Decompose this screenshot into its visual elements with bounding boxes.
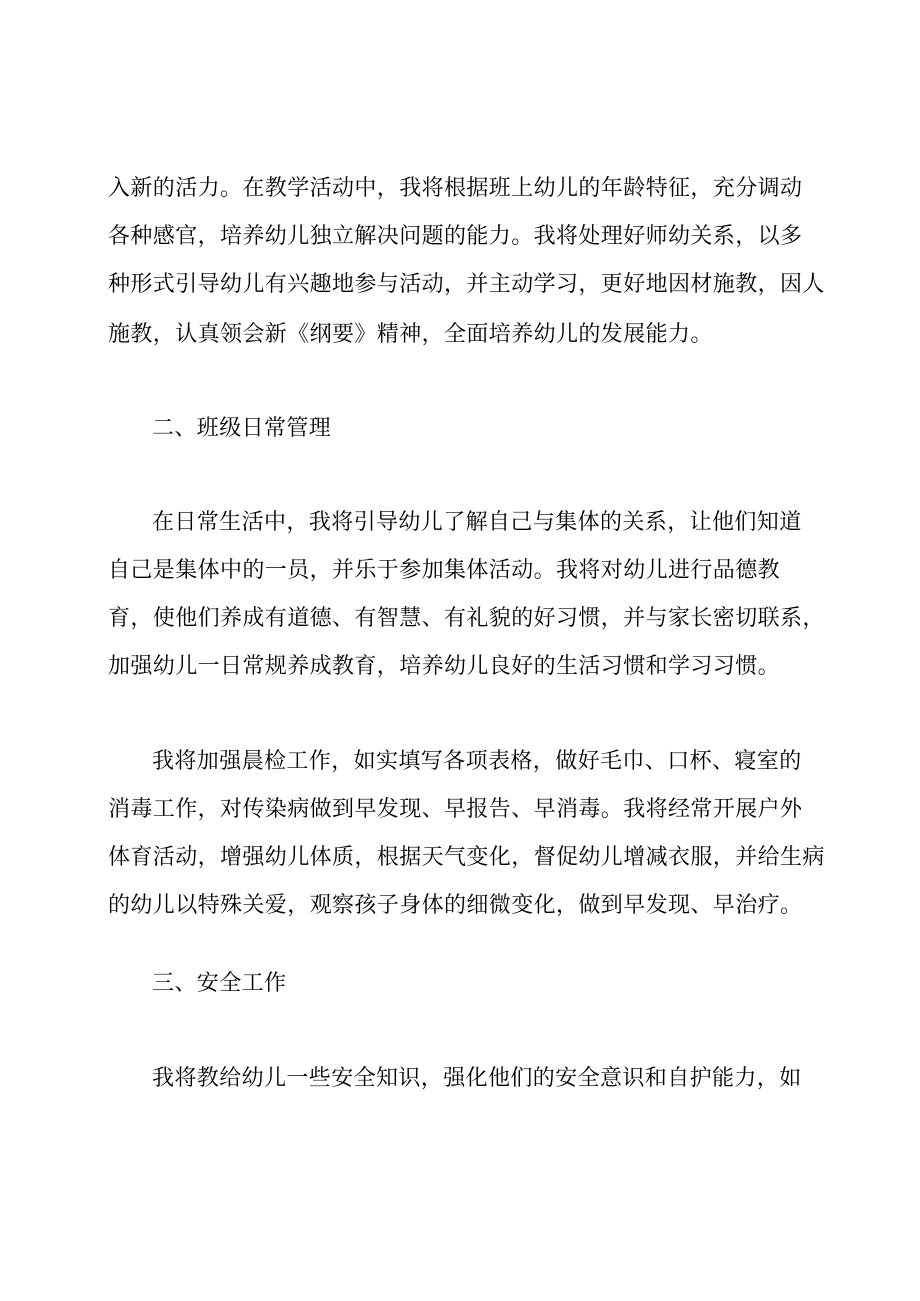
paragraph-4-line-1: 我将教给幼儿一些安全知识，强化他们的安全意识和自护能力，如 (152, 1066, 802, 1091)
paragraph-1-line-1: 入新的活力。在教学活动中，我将根据班上幼儿的年龄特征，充分调动 (108, 176, 803, 201)
paragraph-1-line-4: 施教，认真领会新《纲要》精神，全面培养幼儿的发展能力。 (108, 322, 713, 347)
paragraph-3-line-3: 体育活动，增强幼儿体质，根据天气变化，督促幼儿增减衣服，并给生病 (108, 845, 825, 870)
paragraph-2-line-1: 在日常生活中，我将引导幼儿了解自己与集体的关系，让他们知道 (152, 510, 802, 535)
paragraph-3-line-4: 的幼儿以特殊关爱，观察孩子身体的细微变化，做到早发现、早治疗。 (108, 893, 803, 918)
section-heading-3: 三、安全工作 (152, 971, 287, 996)
paragraph-3-line-1: 我将加强晨检工作，如实填写各项表格，做好毛巾、口杯、寝室的 (152, 749, 802, 774)
paragraph-2-line-4: 加强幼儿一日常规养成教育，培养幼儿良好的生活习惯和学习习惯。 (108, 654, 781, 679)
section-heading-2: 二、班级日常管理 (152, 416, 332, 441)
paragraph-1-line-2: 各种感官，培养幼儿独立解决问题的能力。我将处理好师幼关系，以多 (108, 224, 803, 249)
paragraph-1-line-3: 种形式引导幼儿有兴趣地参与活动，并主动学习，更好地因材施教，因人 (108, 272, 825, 297)
paragraph-2-line-2: 自己是集体中的一员，并乐于参加集体活动。我将对幼儿进行品德教 (108, 558, 781, 583)
paragraph-3-line-2: 消毒工作，对传染病做到早发现、早报告、早消毒。我将经常开展户外 (108, 797, 803, 822)
paragraph-2-line-3: 育，使他们养成有道德、有智慧、有礼貌的好习惯，并与家长密切联系， (108, 606, 825, 631)
